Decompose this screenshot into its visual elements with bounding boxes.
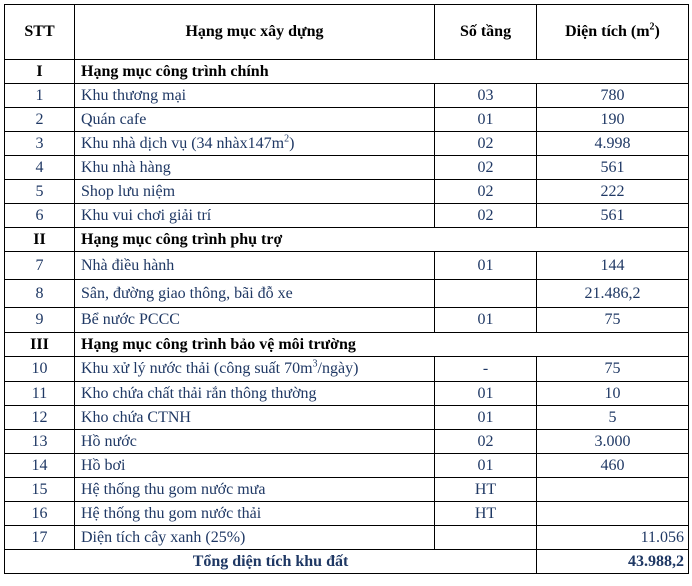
- table-row: [5, 382, 689, 406]
- table-row: [5, 132, 689, 156]
- table-row: [5, 156, 689, 180]
- row-number: 7: [5, 252, 75, 280]
- row-area: 222: [537, 180, 689, 204]
- row-name: Khu vui chơi giải trí: [75, 204, 435, 228]
- row-area: 460: [537, 454, 689, 478]
- row-floors: 01: [435, 252, 537, 280]
- row-area: 10: [537, 382, 689, 406]
- row-floors: -: [435, 357, 537, 382]
- total-area: 43.988,2: [537, 550, 689, 574]
- row-floors: 02: [435, 156, 537, 180]
- header-stt: STT: [5, 5, 75, 60]
- table-row: [5, 280, 689, 308]
- header-item: Hạng mục xây dựng: [75, 5, 435, 60]
- row-number: 15: [5, 478, 75, 502]
- row-floors: 03: [435, 84, 537, 108]
- section-row: [5, 333, 689, 357]
- row-floors: [435, 526, 537, 550]
- table-row: [5, 478, 689, 502]
- row-area: 561: [537, 156, 689, 180]
- row-area: 11.056: [537, 526, 689, 550]
- construction-items-table: [4, 4, 689, 574]
- table-row: [5, 502, 689, 526]
- row-area: 75: [537, 308, 689, 333]
- row-floors: HT: [435, 502, 537, 526]
- row-name: Kho chứa CTNH: [75, 406, 435, 430]
- row-area: [537, 478, 689, 502]
- table-row: [5, 252, 689, 280]
- table-row: [5, 308, 689, 333]
- table-row: [5, 454, 689, 478]
- row-name: Nhà điều hành: [75, 252, 435, 280]
- row-name: Bể nước PCCC: [75, 308, 435, 333]
- table-row: [5, 180, 689, 204]
- row-area: 3.000: [537, 430, 689, 454]
- row-area: 780: [537, 84, 689, 108]
- row-floors: 01: [435, 454, 537, 478]
- section-number: III: [5, 333, 75, 357]
- row-floors: 02: [435, 430, 537, 454]
- row-name: Hệ thống thu gom nước mưa: [75, 478, 435, 502]
- row-name: Quán cafe: [75, 108, 435, 132]
- row-number: 2: [5, 108, 75, 132]
- row-area: 75: [537, 357, 689, 382]
- row-floors: [435, 280, 537, 308]
- row-name: Khu nhà hàng: [75, 156, 435, 180]
- row-number: 1: [5, 84, 75, 108]
- table-row: [5, 526, 689, 550]
- table-row: [5, 108, 689, 132]
- section-row: [5, 228, 689, 252]
- table-row: [5, 84, 689, 108]
- table-row: [5, 430, 689, 454]
- row-area: 190: [537, 108, 689, 132]
- section-title: Hạng mục công trình phụ trợ: [75, 228, 689, 252]
- header-floors: Số tầng: [435, 5, 537, 60]
- row-floors: 02: [435, 180, 537, 204]
- row-area: 561: [537, 204, 689, 228]
- section-title: Hạng mục công trình chính: [75, 60, 689, 84]
- section-row: [5, 60, 689, 84]
- row-area: [537, 502, 689, 526]
- row-floors: 01: [435, 308, 537, 333]
- row-name: Kho chứa chất thải rắn thông thường: [75, 382, 435, 406]
- row-name: Khu xử lý nước thải (công suất $70m^3/ngày$): [75, 357, 435, 382]
- row-number: 14: [5, 454, 75, 478]
- row-name: Khu nhà dịch vụ (34 $nhàx147m^2$): [75, 132, 435, 156]
- section-number: I: [5, 60, 75, 84]
- table-row: [5, 406, 689, 430]
- row-name: Hệ thống thu gom nước thải: [75, 502, 435, 526]
- total-row: [5, 550, 689, 574]
- row-name: Khu thương mại: [75, 84, 435, 108]
- row-number: 9: [5, 308, 75, 333]
- row-floors: 02: [435, 132, 537, 156]
- row-area: 4.998: [537, 132, 689, 156]
- row-area: 144: [537, 252, 689, 280]
- row-number: 11: [5, 382, 75, 406]
- row-name: Sân, đường giao thông, bãi đỗ xe: [75, 280, 435, 308]
- row-number: 16: [5, 502, 75, 526]
- row-floors: 01: [435, 108, 537, 132]
- row-floors: HT: [435, 478, 537, 502]
- row-number: 17: [5, 526, 75, 550]
- row-number: 3: [5, 132, 75, 156]
- row-number: 6: [5, 204, 75, 228]
- row-number: 4: [5, 156, 75, 180]
- total-label: Tổng diện tích khu đất: [5, 550, 537, 574]
- row-name: Shop lưu niệm: [75, 180, 435, 204]
- row-number: 8: [5, 280, 75, 308]
- row-area: 21.486,2: [537, 280, 689, 308]
- row-number: 12: [5, 406, 75, 430]
- section-title: Hạng mục công trình bảo vệ môi trường: [75, 333, 689, 357]
- header-area: Diện tích $(m^2)$: [537, 5, 689, 60]
- row-number: 10: [5, 357, 75, 382]
- row-floors: 01: [435, 382, 537, 406]
- row-floors: 02: [435, 204, 537, 228]
- row-number: 5: [5, 180, 75, 204]
- row-floors: 01: [435, 406, 537, 430]
- table-row: [5, 357, 689, 382]
- row-name: Diện tích cây xanh (25%): [75, 526, 435, 550]
- row-name: Hồ nước: [75, 430, 435, 454]
- header-row: [5, 5, 689, 60]
- row-name: Hồ bơi: [75, 454, 435, 478]
- table-row: [5, 204, 689, 228]
- row-area: 5: [537, 406, 689, 430]
- section-number: II: [5, 228, 75, 252]
- row-number: 13: [5, 430, 75, 454]
